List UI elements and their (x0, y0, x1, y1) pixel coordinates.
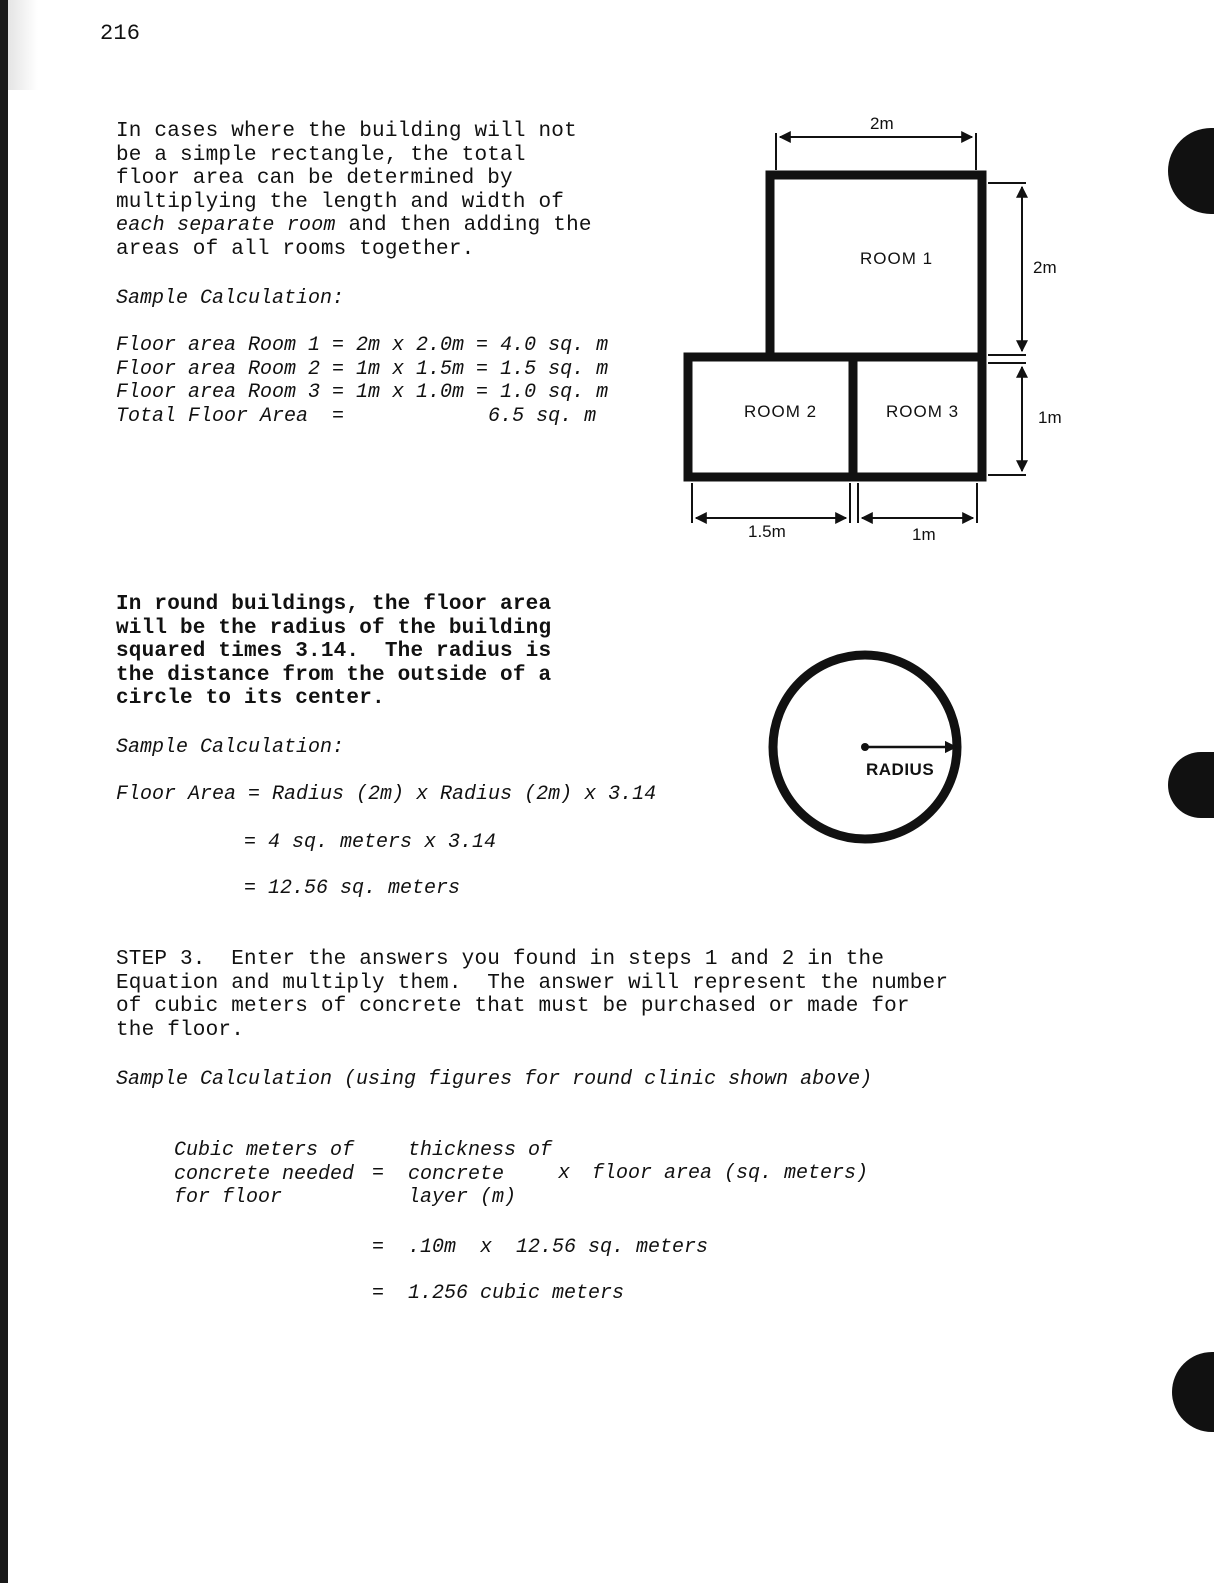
room-3-label: ROOM 3 (886, 402, 960, 421)
calc-line: Floor area Room 2 = 1m x 1.5m = 1.5 sq. m (116, 357, 609, 381)
sample-calculation-heading: Sample Calculation: (116, 736, 345, 759)
text-line: Equation and multiply them. The answer will represent the number (116, 971, 949, 995)
binder-hole (1168, 128, 1214, 214)
text-line: areas of all rooms together. (116, 237, 475, 261)
room-calculation-table (116, 334, 608, 428)
circle-diagram (760, 645, 980, 855)
paragraph-composite-rooms (116, 120, 636, 261)
dimension-room1-label: 2m (1033, 258, 1057, 277)
equation-step-2: .10m x 12.56 sq. meters (408, 1236, 709, 1259)
text-line: of cubic meters of concrete that must be purchased or made for (116, 995, 910, 1018)
text-line: In cases where the building will not (116, 120, 577, 143)
text-line: will be the radius of the building (116, 616, 552, 640)
round-calc-line-3: = 12.56 sq. meters (244, 877, 461, 900)
scan-edge (0, 0, 8, 1583)
step-3-paragraph (116, 948, 1046, 1042)
text-line: circle to its center. (116, 687, 385, 710)
dimension-room3-width-label: 1m (912, 525, 936, 544)
dimension-top-label: 2m (870, 114, 894, 133)
equals-sign: = (372, 1236, 385, 1259)
text-line: floor area can be determined by (116, 167, 513, 190)
text-line: and then adding the (335, 214, 592, 237)
radius-label: RADIUS (866, 760, 935, 779)
times-sign: x (558, 1162, 571, 1185)
binder-hole (1172, 1352, 1214, 1432)
equation-result: 1.256 cubic meters (408, 1282, 625, 1305)
room-1-label: ROOM 1 (860, 249, 934, 268)
round-calc-line-2: = 4 sq. meters x 3.14 (244, 831, 497, 854)
text-line: Cubic meters of (174, 1139, 355, 1162)
text-line: concrete (408, 1162, 505, 1186)
sample-calculation-heading: Sample Calculation (using figures for round clinic shown above) (116, 1068, 873, 1091)
paragraph-round-buildings (116, 593, 636, 711)
equals-sign: = (372, 1162, 385, 1185)
text-line: be a simple rectangle, the total (116, 143, 526, 167)
text-line: for floor (174, 1186, 283, 1209)
text-line: multiplying the length and width of (116, 190, 565, 214)
calc-line: Floor area Room 3 = 1m x 1.0m = 1.0 sq. m (116, 381, 609, 404)
text-line: concrete needed (174, 1162, 355, 1186)
text-line: the floor. (116, 1018, 245, 1042)
sample-calculation-heading: Sample Calculation: (116, 287, 345, 310)
equals-sign: = (372, 1282, 385, 1305)
text-line: layer (m) (408, 1186, 517, 1209)
dimension-room3-height-label: 1m (1038, 408, 1062, 427)
round-calc-line-1: Floor Area = Radius (2m) x Radius (2m) x 3.14 (116, 783, 657, 806)
dimension-room2-label: 1.5m (748, 522, 786, 541)
text-line: squared times 3.14. The radius is (116, 640, 552, 663)
text-line: In round buildings, the floor area (116, 593, 552, 616)
equation-lhs (174, 1139, 354, 1210)
binder-hole (1168, 752, 1214, 818)
scan-shade (8, 0, 38, 90)
page-number: 216 (100, 21, 141, 46)
text-line: thickness of (408, 1139, 553, 1162)
calc-line: Total Floor Area = 6.5 sq. m (116, 404, 597, 428)
text-line: the distance from the outside of a (116, 663, 552, 687)
equation-thickness-term (408, 1139, 552, 1210)
calc-line: Floor area Room 1 = 2m x 2.0m = 4.0 sq. m (116, 334, 609, 357)
room-2-label: ROOM 2 (744, 402, 818, 421)
floor-plan-diagram (670, 105, 1070, 555)
text-line: STEP 3. Enter the answers you found in steps 1 and 2 in the (116, 948, 885, 971)
emphasis-text: each separate room (116, 214, 336, 237)
equation-floor-area-term: floor area (sq. meters) (592, 1162, 869, 1185)
